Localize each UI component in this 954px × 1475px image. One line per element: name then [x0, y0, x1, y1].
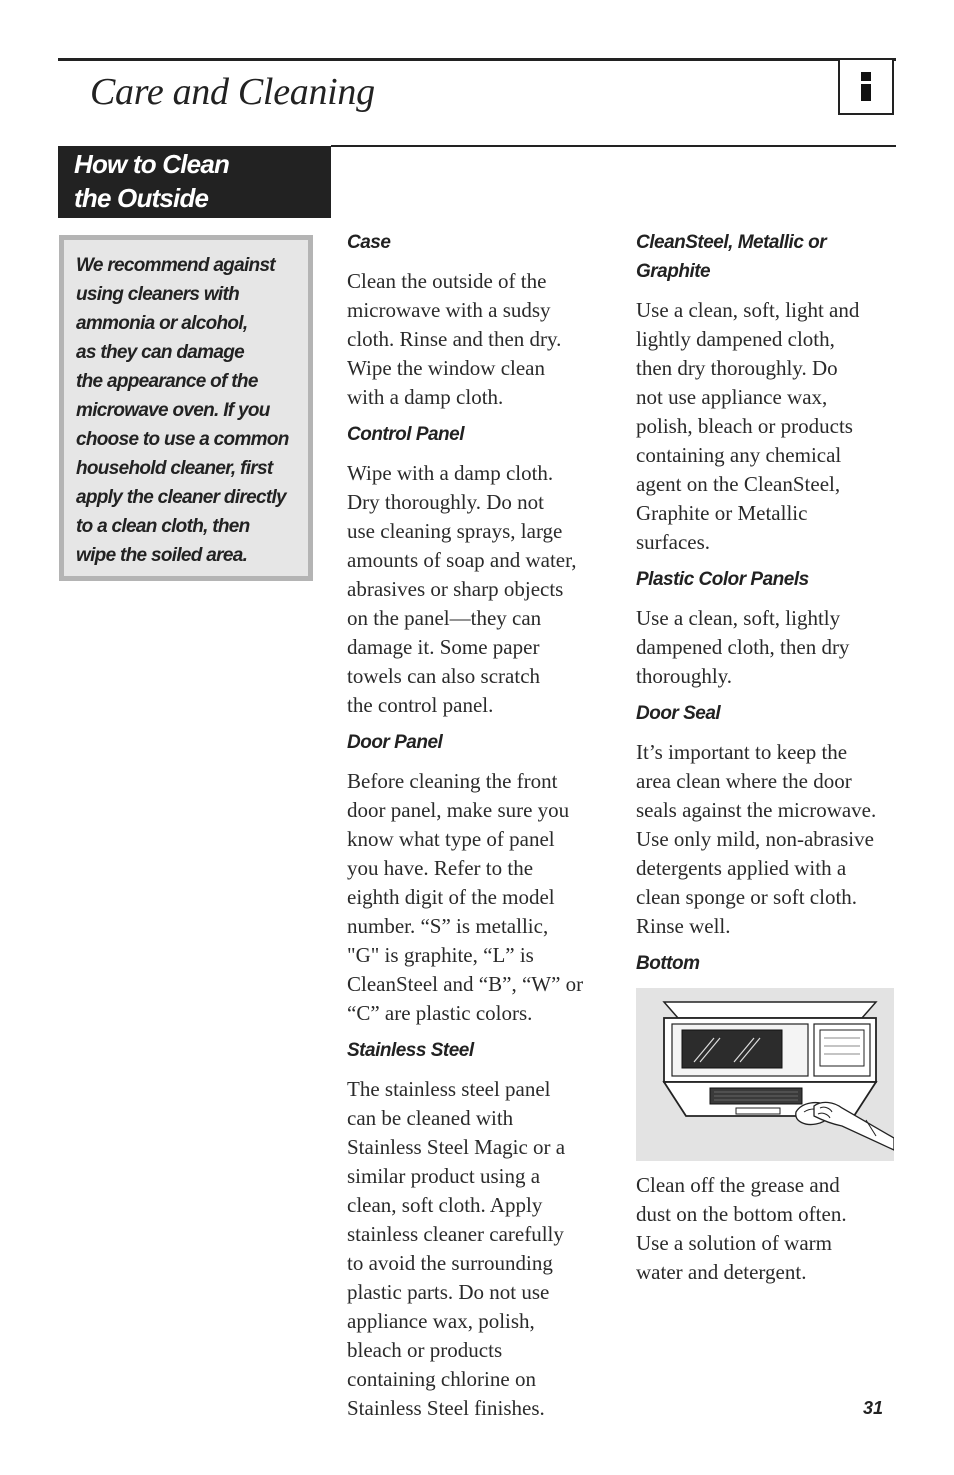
text-line: with a damp cloth.	[347, 385, 504, 409]
right-column	[636, 228, 898, 1295]
note-line: microwave oven. If you	[76, 400, 270, 421]
cleansteel-text	[636, 296, 898, 557]
text-line: Graphite or Metallic	[636, 501, 808, 525]
text-line: similar product using a	[347, 1164, 541, 1188]
section-title-line: How to Clean	[74, 149, 230, 179]
text-line: It’s important to keep the	[636, 740, 848, 764]
heading-line: Door Seal	[636, 703, 721, 724]
text-line: water and detergent.	[636, 1260, 807, 1284]
cleaner-warning-note	[59, 235, 313, 581]
text-line: Use a solution of warm	[636, 1231, 832, 1255]
cleansteel-heading	[636, 228, 898, 286]
page-number: 31	[863, 1398, 884, 1418]
cleansteel-section	[636, 228, 898, 557]
text-line: containing chlorine on	[347, 1367, 536, 1391]
text-line: towels can also scratch	[347, 664, 541, 688]
text-line: eighth digit of the model	[347, 885, 555, 909]
text-line: agent on the CleanSteel,	[636, 472, 841, 496]
text-line: to avoid the surrounding	[347, 1251, 553, 1275]
text-line: know what type of panel	[347, 827, 555, 851]
text-line: number. “S” is metallic,	[347, 914, 549, 938]
case-section	[347, 228, 609, 412]
note-line: ammonia or alcohol,	[76, 313, 248, 334]
text-line: appliance wax, polish,	[347, 1309, 535, 1333]
heading-line: Stainless Steel	[347, 1040, 474, 1061]
text-line: bleach or products	[347, 1338, 503, 1362]
note-line: household cleaner, first	[76, 458, 273, 479]
note-line: choose to use a common	[76, 429, 289, 450]
text-line: CleanSteel and “B”, “W” or	[347, 972, 584, 996]
note-line: as they can damage	[76, 342, 244, 363]
text-line: polish, bleach or products	[636, 414, 853, 438]
text-line: clean sponge or soft cloth.	[636, 885, 858, 909]
note-line: apply the cleaner directly	[76, 487, 286, 508]
section-title-line: the Outside	[74, 183, 209, 213]
text-line: Stainless Steel finishes.	[347, 1396, 545, 1420]
plastic-color-panels-section	[636, 565, 898, 691]
note-line: wipe the soiled area.	[76, 545, 248, 566]
text-line: use cleaning sprays, large	[347, 519, 563, 543]
bottom-section	[636, 949, 898, 1287]
text-line: can be cleaned with	[347, 1106, 514, 1130]
stainless-steel-section	[347, 1036, 609, 1423]
door-seal-heading	[636, 699, 898, 728]
text-line: surfaces.	[636, 530, 711, 554]
door-seal-section	[636, 699, 898, 941]
text-line: The stainless steel panel	[347, 1077, 551, 1101]
text-line: lightly dampened cloth,	[636, 327, 835, 351]
text-line: on the panel—they can	[347, 606, 542, 630]
section-rule	[331, 145, 896, 147]
text-line: Clean off the grease and	[636, 1173, 840, 1197]
control-panel-section	[347, 420, 609, 720]
heading-line: Case	[347, 232, 391, 253]
heading-line: Door Panel	[347, 732, 443, 753]
bottom-heading	[636, 949, 898, 978]
page-title: Care and Cleaning	[90, 71, 375, 113]
text-line: Clean the outside of the	[347, 269, 547, 293]
text-line: not use appliance wax,	[636, 385, 828, 409]
text-line: "G" is graphite, “L” is	[347, 943, 534, 967]
heading-line: CleanSteel, Metallic or	[636, 232, 827, 253]
stainless-steel-text	[347, 1075, 609, 1423]
info-icon-bar	[861, 84, 871, 101]
text-line: Use a clean, soft, lightly	[636, 606, 841, 630]
note-line: We recommend against	[76, 255, 275, 276]
heading-line: Graphite	[636, 261, 711, 282]
text-line: containing any chemical	[636, 443, 842, 467]
text-line: Use only mild, non-abrasive	[636, 827, 874, 851]
heading-line: Plastic Color Panels	[636, 569, 809, 590]
text-line: dampened cloth, then dry	[636, 635, 850, 659]
note-line: using cleaners with	[76, 284, 240, 305]
door-panel-section	[347, 728, 609, 1028]
case-text	[347, 267, 609, 412]
info-icon	[838, 60, 894, 115]
note-line: the appearance of the	[76, 371, 258, 392]
text-line: clean, soft cloth. Apply	[347, 1193, 543, 1217]
text-line: abrasives or sharp objects	[347, 577, 564, 601]
info-icon-dot	[861, 72, 871, 81]
text-line: door panel, make sure you	[347, 798, 570, 822]
text-line: detergents applied with a	[636, 856, 847, 880]
door-panel-heading	[347, 728, 609, 757]
case-heading	[347, 228, 609, 257]
text-line: Dry thoroughly. Do not	[347, 490, 544, 514]
text-line: Rinse well.	[636, 914, 731, 938]
door-panel-text	[347, 767, 609, 1028]
text-line: thoroughly.	[636, 664, 733, 688]
text-line: cloth. Rinse and then dry.	[347, 327, 562, 351]
text-line: “C” are plastic colors.	[347, 1001, 533, 1025]
text-line: Before cleaning the front	[347, 769, 558, 793]
text-line: damage it. Some paper	[347, 635, 540, 659]
text-line: seals against the microwave.	[636, 798, 877, 822]
bottom-text	[636, 1171, 898, 1287]
text-line: Wipe the window clean	[347, 356, 546, 380]
microwave-bottom-cleaning-illustration	[636, 988, 894, 1161]
left-column	[347, 228, 609, 1431]
section-header	[58, 146, 331, 218]
text-line: Stainless Steel Magic or a	[347, 1135, 566, 1159]
plastic-color-panels-heading	[636, 565, 898, 594]
text-line: then dry thoroughly. Do	[636, 356, 838, 380]
plastic-color-panels-text	[636, 604, 898, 691]
text-line: stainless cleaner carefully	[347, 1222, 564, 1246]
text-line: the control panel.	[347, 693, 494, 717]
heading-line: Bottom	[636, 953, 700, 974]
text-line: plastic parts. Do not use	[347, 1280, 550, 1304]
text-line: Wipe with a damp cloth.	[347, 461, 554, 485]
text-line: you have. Refer to the	[347, 856, 534, 880]
stainless-steel-heading	[347, 1036, 609, 1065]
heading-line: Control Panel	[347, 424, 465, 445]
control-panel-text	[347, 459, 609, 720]
top-rule	[58, 58, 896, 61]
text-line: Use a clean, soft, light and	[636, 298, 860, 322]
note-line: to a clean cloth, then	[76, 516, 250, 537]
text-line: microwave with a sudsy	[347, 298, 551, 322]
text-line: area clean where the door	[636, 769, 852, 793]
text-line: dust on the bottom often.	[636, 1202, 847, 1226]
control-panel-heading	[347, 420, 609, 449]
door-seal-text	[636, 738, 898, 941]
text-line: amounts of soap and water,	[347, 548, 577, 572]
